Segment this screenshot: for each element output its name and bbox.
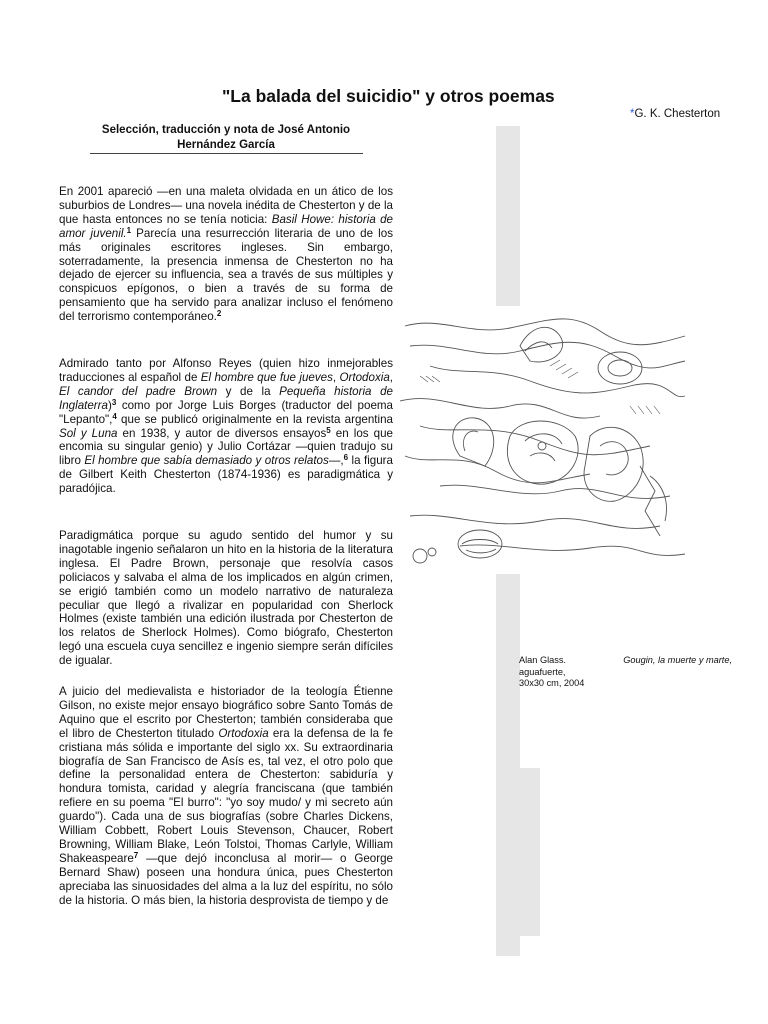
footnote-ref-6: 6 [343, 453, 349, 463]
margin-bar-bottom [514, 768, 540, 936]
caption-medium: aguafuerte, [519, 666, 566, 677]
paragraph-2: Admirado tanto por Alfonso Reyes (quien hizo inmejorables traducciones al español de El hombre que fue jueves, Ortodoxia, El candor del padre Brown y de la Pequeña historia de Inglaterra)$^3$ como por Jorge Luis Borges (traductor del poema "Lepanto",$^4$ que se publicó originalmente en la revista argentina Sol y Luna en 1938, y autor de diversos ensayos$^5$ en los que encomia su singular genio) y Julio Cortázar —quien tradujo su libro El hombre que sabía demasiado y otros relatos—,$^6$ la figura de Gilbert Keith Chesterton (1874-1936) es paradigmática y paradójica. [59, 357, 393, 496]
etching-illustration [400, 306, 688, 574]
caption-line1 [519, 655, 732, 667]
footnote-ref-1: 1 [126, 225, 132, 235]
editor-credit [84, 123, 368, 153]
footnote-ref-4: 4 [112, 411, 117, 421]
paragraph-3: Paradigmática porque su agudo sentido del humor y su inagotable ingenio señalaron un hito en la historia de la literatura inglesa. El Padre Brown, personaje que resolvía casos policiacos y salvaba el alma de los implicados en algún crimen, se erigió también como un modelo narrativo de naturaleza peculiar que llegó a rivalizar en popularidad con Sherlock Holmes (existe también una edición ilustrada por Chesterton de los relatos de Sherlock Holmes). Como biógrafo, Chesterton legó una escuela cuya sencillez e ingenio siempre serán difíciles de igualar. [59, 529, 393, 668]
article-title: "La balada del suicidio" y otros poemas [222, 86, 555, 106]
editor-credit-line1: Selección, traducción y nota de José Antonio [101, 124, 351, 136]
footnote-marker[interactable]: * [630, 108, 635, 120]
author-name: G. K. Chesterton [634, 108, 721, 120]
figure-caption [519, 655, 732, 690]
footnote-ref-7: 7 [133, 850, 139, 860]
author-byline [630, 108, 720, 120]
caption-title: Gougin, la muerte y marte, [623, 655, 732, 665]
footnote-ref-5: 5 [326, 425, 331, 435]
footnote-ref-3: 3 [111, 397, 117, 407]
subtitle-rule [90, 153, 363, 154]
editor-credit-line2: Hernández García [177, 139, 275, 151]
caption-artist: Alan Glass. [519, 655, 566, 665]
paragraph-1: En 2001 apareció —en una maleta olvidada en un ático de los suburbios de Londres— una novela inédita de Chesterton y de la que hasta entonces no se tenía noticia: Basil Howe: historia de amor juvenil.$^1$ Parecía una resurrección literaria de uno de los más originales escritores ingleses. Sin embargo, soterradamente, la presencia inmensa de Chesterton no ha dejado de ejercer su influencia, sea a través de sus múltiples y conspicuos epígonos, o bien a través de su forma de pensamiento que ha servido para analizar incluso el fenómeno del terrorismo contemporáneo.$^2$ [59, 185, 394, 324]
footnote-ref-2: 2 [216, 309, 222, 319]
paragraph-4: A juicio del medievalista e historiador de la teología Étienne Gilson, no existe mejor ensayo biográfico sobre Santo Tomás de Aquino que el escrito por Chesterton; también consideraba que el libro de Chesterton titulado Ortodoxia era la defensa de la fe cristiana más sólida e importante del siglo xx. Su extraordinaria biografía de San Francisco de Asís es, tal vez, el otro polo que define la personalidad entera de Chesterton: sabiduría y hondura tomista, caridad y alegría franciscana (que también refiere en su poema "El burro": "yo soy mudo/ y mi secreto aún guardo"). Cada una de sus biografías (sobre Charles Dickens, William Cobbett, Robert Louis Stevenson, Chaucer, Robert Browning, William Blake, León Tolstoi, Thomas Carlyle, William Shakeaspeare$^7$ —que dejó inconclusa al morir— o George Bernard Shaw) poseen una hondura única, pues Chesterton apreciaba las sinuosidades del alma a la luz del espíritu, no sólo de la historia. O más bien, la historia desprovista de tiempo y de [59, 685, 394, 907]
caption-size: 30x30 cm, 2004 [519, 678, 585, 688]
